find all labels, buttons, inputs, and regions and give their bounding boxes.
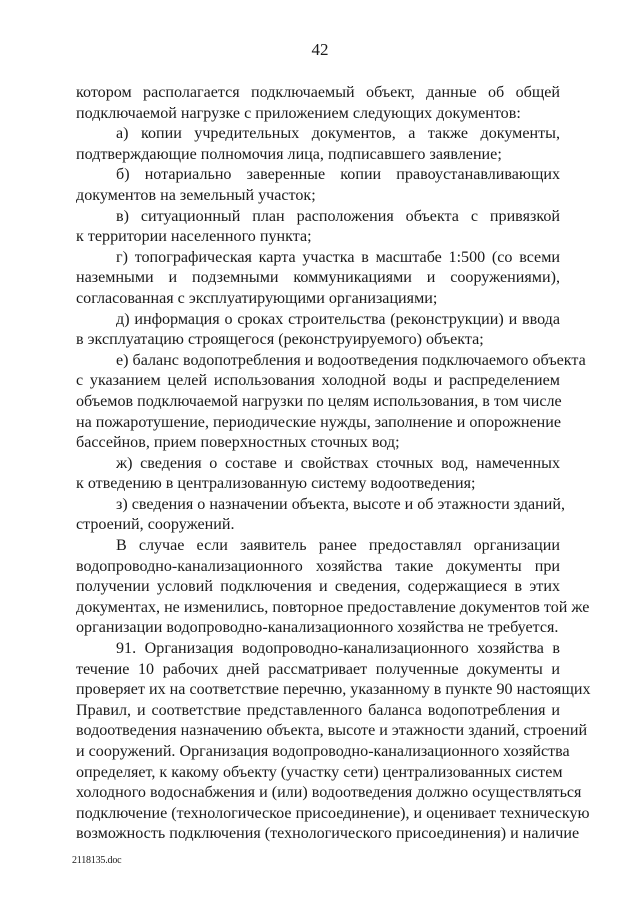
text-line: 91. Организация водопроводно-канализационного хозяйства в	[116, 640, 560, 658]
text-line: подтверждающие полномочия лица, подписавшего заявление;	[76, 145, 502, 163]
text-line: наземными и подземными коммуникациями и сооружениями),	[76, 269, 560, 287]
text-line: к территории населенного пункта;	[76, 228, 312, 246]
text-line: возможность подключения (технологического присоединения) и наличие	[76, 825, 580, 843]
text-line: котором располагается подключаемый объект, данные об общей	[76, 84, 560, 101]
text-line: холодного водоснабжения и (или) водоотведения должно осуществляться	[76, 784, 582, 802]
text-line: течение 10 рабочих дней рассматривает полученные документы и	[76, 660, 560, 678]
text-line: с указанием целей использования холодной воды и распределением	[76, 372, 560, 390]
text-line: д) информация о сроках строительства (реконструкции) и ввода	[116, 310, 560, 328]
text-line: и сооружений. Организация водопроводно-канализационного хозяйства	[76, 743, 570, 760]
text-line: на пожаротушение, периодические нужды, заполнение и опорожнение	[76, 413, 561, 431]
text-line: организации водопроводно-канализационного хозяйства не требуется.	[76, 619, 559, 637]
text-line: г) топографическая карта участка в масштабе 1:500 (со всеми	[116, 248, 560, 266]
text-line: Правил, и соответствие представленного баланса водопотребления и	[76, 701, 560, 719]
text-line: водопроводно-канализационного хозяйства такие документы при	[76, 557, 560, 575]
text-line: получении условий подключения и сведения, содержащиеся в этих	[76, 578, 560, 596]
text-line: проверяет их на соответствие перечню, указанному в пункте 90 настоящих	[76, 681, 591, 699]
text-line: б) нотариально заверенные копии правоустанавливающих	[116, 166, 560, 184]
text-line: согласованная с эксплуатирующими организациями;	[76, 289, 438, 307]
document-body	[76, 83, 591, 845]
footer-file-code: 2118135.doc	[72, 855, 122, 866]
text-line: строений, сооружений.	[76, 516, 235, 534]
text-line: В случае если заявитель ранее предоставлял организации	[116, 537, 560, 555]
text-line: подключение (технологическое присоединение), и оценивает техническую	[76, 804, 590, 822]
text-line: объемов подключаемой нагрузки по целям использования, в том числе	[76, 392, 562, 410]
text-line: определяет, к какому объекту (участку сети) централизованных систем	[76, 763, 563, 781]
text-line: документов на земельный участок;	[76, 186, 316, 204]
text-line: подключаемой нагрузке с приложением следующих документов:	[76, 104, 521, 122]
text-line: а) копии учредительных документов, а также документы,	[116, 125, 560, 143]
text-line: з) сведения о назначении объекта, высоте и об этажности зданий,	[116, 495, 566, 513]
text-line: в) ситуационный план расположения объекта с привязкой	[116, 207, 560, 225]
text-line: е) баланс водопотребления и водоотведения подключаемого объекта	[116, 351, 586, 369]
text-line: документах, не изменились, повторное предоставление документов той же	[76, 598, 590, 616]
text-line: ж) сведения о составе и свойствах сточных вод, намеченных	[116, 454, 560, 472]
page-number: 42	[311, 40, 329, 59]
text-line: водоотведения назначению объекта, высоте и этажности зданий, строений	[76, 722, 588, 740]
text-line: бассейнов, прием поверхностных сточных вод;	[76, 434, 400, 452]
text-line: к отведению в централизованную систему водоотведения;	[76, 475, 476, 493]
text-line: в эксплуатацию строящегося (реконструируемого) объекта;	[76, 331, 484, 349]
